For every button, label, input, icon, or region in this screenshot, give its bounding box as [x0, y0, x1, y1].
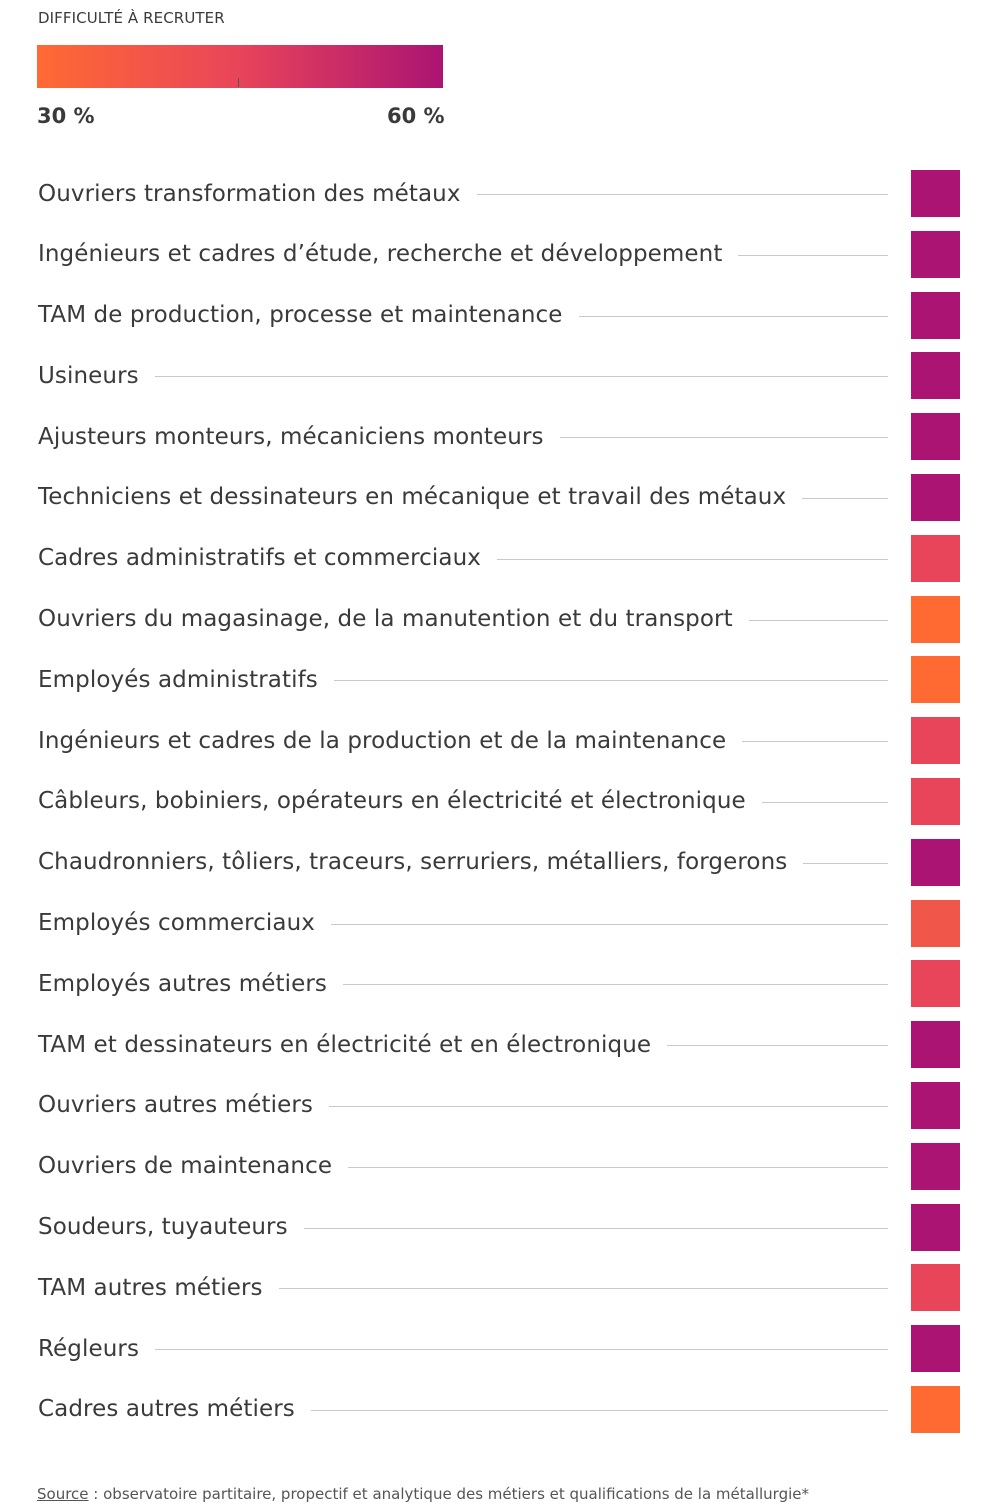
difficulty-swatch	[911, 413, 960, 460]
chart-row	[0, 292, 1000, 353]
row-content	[38, 1143, 888, 1190]
legend-midpoint-tick	[238, 78, 239, 87]
row-label: Employés administratifs	[38, 666, 318, 693]
difficulty-swatch	[911, 717, 960, 764]
chart-row	[0, 1386, 1000, 1447]
difficulty-swatch	[911, 1204, 960, 1251]
difficulty-swatch	[911, 292, 960, 339]
row-leader-line	[667, 1045, 888, 1046]
row-label: Ajusteurs monteurs, mécaniciens monteurs	[38, 423, 544, 450]
row-content	[38, 413, 888, 460]
row-leader-line	[155, 376, 888, 377]
row-leader-line	[738, 255, 888, 256]
chart-row	[0, 656, 1000, 717]
row-leader-line	[304, 1228, 888, 1229]
difficulty-swatch	[911, 474, 960, 521]
row-leader-line	[348, 1167, 888, 1168]
legend-gradient-bar	[37, 45, 443, 88]
difficulty-swatch	[911, 352, 960, 399]
row-content	[38, 596, 888, 643]
chart-row	[0, 839, 1000, 900]
source-text: : observatoire partitaire, propectif et analytique des métiers et qualifications de la métallurgie*	[88, 1485, 810, 1503]
row-label: Ouvriers transformation des métaux	[38, 180, 461, 207]
row-leader-line	[311, 1410, 888, 1411]
chart-row	[0, 231, 1000, 292]
row-content	[38, 1325, 888, 1372]
chart-rows	[0, 170, 1000, 1447]
chart-row	[0, 717, 1000, 778]
row-content	[38, 778, 888, 825]
chart-row	[0, 1143, 1000, 1204]
chart-row	[0, 1325, 1000, 1386]
row-content	[38, 292, 888, 339]
difficulty-swatch	[911, 1082, 960, 1129]
chart-row	[0, 535, 1000, 596]
row-leader-line	[749, 620, 888, 621]
row-label: Chaudronniers, tôliers, traceurs, serruriers, métalliers, forgerons	[38, 849, 788, 876]
difficulty-swatch	[911, 1264, 960, 1311]
difficulty-swatch	[911, 1021, 960, 1068]
row-content	[38, 1021, 888, 1068]
row-content	[38, 1386, 888, 1433]
chart-row	[0, 1082, 1000, 1143]
row-label: Techniciens et dessinateurs en mécanique et travail des métaux	[38, 484, 787, 511]
row-content	[38, 352, 888, 399]
row-label: Soudeurs, tuyauteurs	[38, 1214, 288, 1241]
row-leader-line	[331, 924, 888, 925]
row-leader-line	[742, 741, 888, 742]
difficulty-swatch	[911, 1325, 960, 1372]
row-content	[38, 960, 888, 1007]
chart-row	[0, 1204, 1000, 1265]
chart-row	[0, 1264, 1000, 1325]
row-leader-line	[155, 1349, 888, 1350]
row-label: Ouvriers autres métiers	[38, 1092, 313, 1119]
row-content	[38, 900, 888, 947]
difficulty-swatch	[911, 839, 960, 886]
row-content	[38, 474, 888, 521]
row-leader-line	[802, 498, 888, 499]
row-leader-line	[497, 559, 888, 560]
row-label: Ouvriers de maintenance	[38, 1153, 333, 1180]
chart-row	[0, 413, 1000, 474]
row-label: TAM de production, processe et maintenance	[38, 302, 563, 329]
row-label: Ingénieurs et cadres d’étude, recherche et développement	[38, 241, 723, 268]
legend-min-label: 30 %	[37, 104, 95, 128]
difficulty-swatch	[911, 596, 960, 643]
row-label: Ouvriers du magasinage, de la manutention et du transport	[38, 606, 733, 633]
row-label: Cadres administratifs et commerciaux	[38, 545, 481, 572]
source-note	[37, 1485, 809, 1503]
row-content	[38, 839, 888, 886]
row-label: TAM autres métiers	[38, 1274, 263, 1301]
chart-row	[0, 778, 1000, 839]
chart-row	[0, 960, 1000, 1021]
row-leader-line	[579, 316, 888, 317]
row-content	[38, 231, 888, 278]
row-leader-line	[560, 437, 888, 438]
chart-row	[0, 1021, 1000, 1082]
row-leader-line	[803, 863, 888, 864]
legend-title: DIFFICULTÉ À RECRUTER	[38, 9, 225, 27]
row-content	[38, 1264, 888, 1311]
row-label: Régleurs	[38, 1335, 140, 1362]
row-leader-line	[329, 1106, 888, 1107]
chart-row	[0, 170, 1000, 231]
difficulty-swatch	[911, 231, 960, 278]
row-content	[38, 656, 888, 703]
row-leader-line	[279, 1288, 888, 1289]
difficulty-swatch	[911, 778, 960, 825]
row-leader-line	[762, 802, 888, 803]
source-link[interactable]: Source	[37, 1485, 89, 1503]
row-label: TAM et dessinateurs en électricité et en électronique	[38, 1031, 652, 1058]
row-content	[38, 1082, 888, 1129]
row-label: Employés commerciaux	[38, 910, 316, 937]
difficulty-swatch	[911, 960, 960, 1007]
difficulty-swatch	[911, 1386, 960, 1433]
chart-row	[0, 352, 1000, 413]
row-label: Ingénieurs et cadres de la production et de la maintenance	[38, 727, 727, 754]
chart-row	[0, 474, 1000, 535]
row-label: Employés autres métiers	[38, 970, 327, 997]
legend-max-label: 60 %	[387, 104, 445, 128]
row-leader-line	[343, 984, 888, 985]
row-content	[38, 717, 888, 764]
difficulty-swatch	[911, 1143, 960, 1190]
row-content	[38, 170, 888, 217]
difficulty-swatch	[911, 900, 960, 947]
chart-row	[0, 596, 1000, 657]
difficulty-swatch	[911, 656, 960, 703]
row-leader-line	[477, 194, 888, 195]
row-label: Usineurs	[38, 362, 139, 389]
chart-row	[0, 900, 1000, 961]
row-content	[38, 535, 888, 582]
row-label: Cadres autres métiers	[38, 1396, 295, 1423]
row-leader-line	[334, 680, 888, 681]
difficulty-swatch	[911, 170, 960, 217]
row-label: Câbleurs, bobiniers, opérateurs en électricité et électronique	[38, 788, 746, 815]
difficulty-swatch	[911, 535, 960, 582]
row-content	[38, 1204, 888, 1251]
